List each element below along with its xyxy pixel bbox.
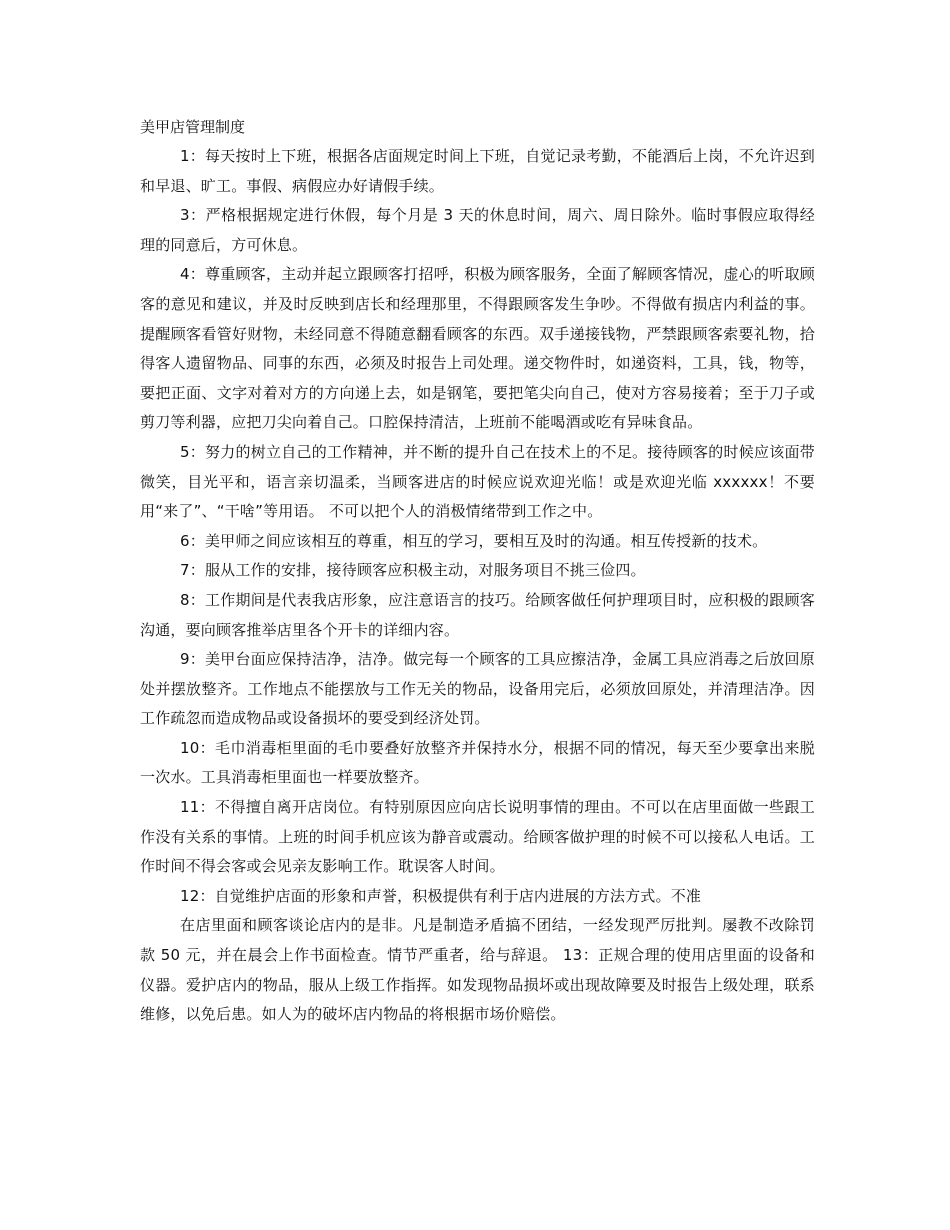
- document-title: 美甲店管理制度: [140, 118, 246, 136]
- document-body: [140, 112, 815, 1030]
- paragraph-rule-1: 1：每天按时上下班，根据各店面规定时间上下班，自觉记录考勤，不能酒后上岗，不允许迟到和早退、旷工。事假、病假应办好请假手续。: [140, 147, 815, 195]
- paragraph-rule-12-continued-13: 在店里面和顾客谈论店内的是非。凡是制造矛盾搞不团结，一经发现严厉批判。屡教不改除罚款 50 元，并在晨会上作书面检查。情节严重者，给与辞退。 13：正规合理的使用店里面的设备和仪器。爱护店内的物品，服从上级工作指挥。如发现物品损坏或出现故障要及时报告上级处理，联系维修，以免后患。如人为的破坏店内物品的将根据市场价赔偿。: [140, 916, 815, 1024]
- paragraph-rule-3: 3：严格根据规定进行休假，每个月是 3 天的休息时间，周六、周日除外。临时事假应取得经理的同意后，方可休息。: [140, 206, 815, 254]
- paragraph-rule-12: 12：自觉维护店面的形象和声誉，积极提供有利于店内进展的方法方式。不准: [180, 886, 702, 905]
- paragraph-rule-10: 10：毛巾消毒柜里面的毛巾要叠好放整齐并保持水分，根据不同的情况，每天至少要拿出来脱一次水。工具消毒柜里面也一样要放整齐。: [140, 738, 815, 787]
- paragraph-rule-6: 6：美甲师之间应该相互的尊重，相互的学习，要相互及时的沟通。相互传授新的技术。: [180, 531, 768, 550]
- paragraph-rule-5: 5：努力的树立自己的工作精神，并不断的提升自己在技术上的不足。接待顾客的时候应该面带微笑，目光平和，语言亲切温柔，当顾客进店的时候应说欢迎光临！或是欢迎光临 xxxxxx！不要用“来了”、“干啥”等用语。 不可以把个人的消极情绪带到工作之中。: [140, 442, 815, 521]
- paragraph-rule-11: 11：不得擅自离开店岗位。有特别原因应向店长说明事情的理由。不可以在店里面做一些跟工作没有关系的事情。上班的时间手机应该为静音或震动。给顾客做护理的时候不可以接私人电话。工作时间不得会客或会见亲友影响工作。耽误客人时间。: [140, 798, 815, 876]
- paragraph-rule-7: 7：服从工作的安排，接待顾客应积极主动，对服务项目不挑三俭四。: [180, 561, 646, 580]
- paragraph-rule-8: 8：工作期间是代表我店形象，应注意语言的技巧。给顾客做任何护理项目时，应积极的跟顾客沟通，要向顾客推举店里各个开卡的详细内容。: [140, 590, 815, 639]
- paragraph-rule-9: 9：美甲台面应保持洁净，洁净。做完每一个顾客的工具应擦洁净，金属工具应消毒之后放回原处并摆放整齐。工作地点不能摆放与工作无关的物品，设备用完后，必须放回原处，并清理洁净。因工作疏忽而造成物品或设备损坏的要受到经济处罚。: [140, 650, 815, 728]
- paragraph-rule-4: 4：尊重顾客，主动并起立跟顾客打招呼，积极为顾客服务，全面了解顾客情况，虚心的听取顾客的意见和建议，并及时反映到店长和经理那里，不得跟顾客发生争吵。不得做有损店内利益的事。提醒顾客看管好财物，未经同意不得随意翻看顾客的东西。双手递接钱物，严禁跟顾客索要礼物，拾得客人遗留物品、同事的东西，必须及时报告上司处理。递交物件时，如递资料，工具，钱，物等，要把正面、文字对着对方的方向递上去，如是钢笔，要把笔尖向自己，使对方容易接着；至于刀子或剪刀等利器，应把刀尖向着自己。口腔保持清洁，上班前不能喝酒或吃有异味食品。: [140, 265, 815, 432]
